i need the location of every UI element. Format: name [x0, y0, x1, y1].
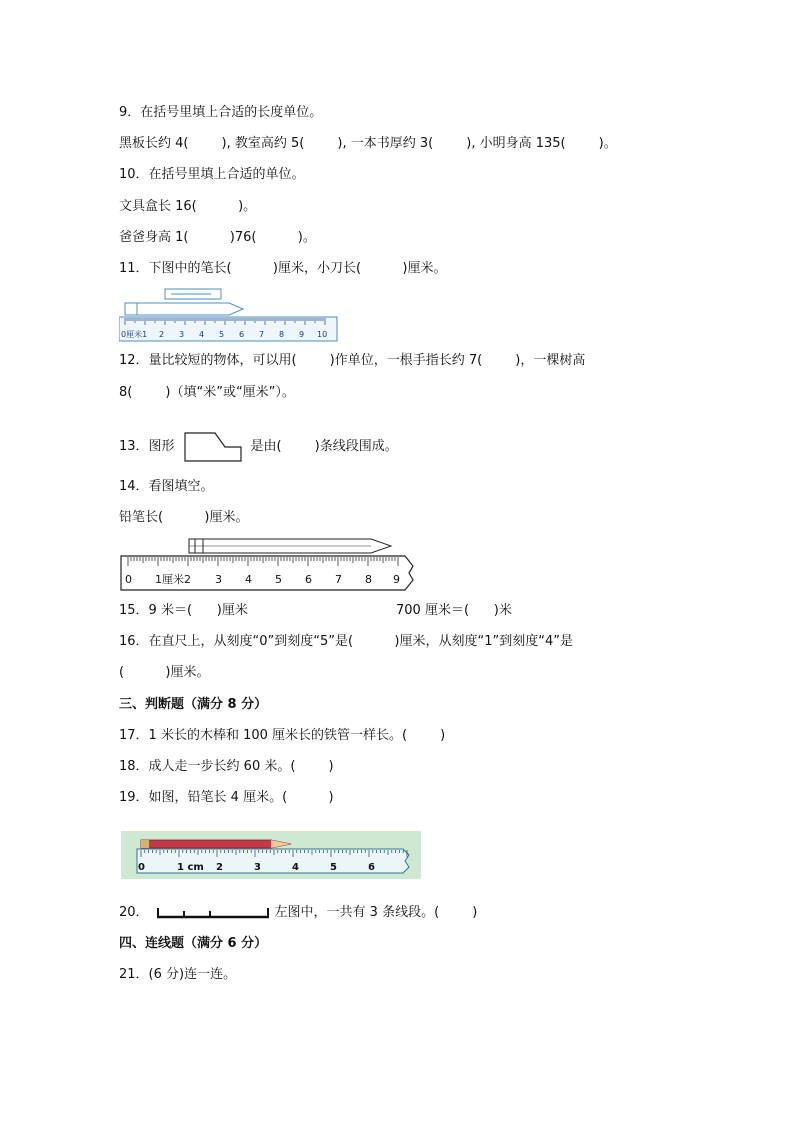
q20-row [119, 904, 477, 922]
q14-label: 0 [125, 573, 132, 586]
q11-label: 2 [159, 330, 165, 339]
q11-label: 3 [179, 330, 185, 339]
q13-suffix: 是由( )条线段围成。 [250, 439, 398, 454]
q13-shape-figure [181, 430, 245, 464]
q11-label: 5 [219, 330, 225, 339]
q14-label: 6 [305, 573, 312, 586]
q15-right: 700 厘米＝( )米 [396, 603, 512, 618]
q20-text: 左图中，一共有 3 条线段。( ) [274, 905, 478, 920]
q19-text: 19．如图，铅笔长 4 厘米。( ) [119, 790, 334, 805]
q14-label: 8 [365, 573, 372, 586]
q10-line1: 文具盒长 16( )。 [119, 199, 257, 214]
q14-label: 7 [335, 573, 342, 586]
q14-title: 14．看图填空。 [119, 479, 214, 494]
q14-line: 铅笔长( )厘米。 [119, 510, 249, 525]
q11-label: 8 [279, 330, 285, 339]
section-3-heading: 三、判断题（满分 8 分） [119, 697, 268, 712]
q13-prefix: 13．图形 [119, 439, 175, 454]
q16-line1: 16．在直尺上，从刻度“0”到刻度“5”是( )厘米，从刻度“1”到刻度“4”是 [119, 634, 573, 649]
q11-label: 6 [239, 330, 245, 339]
q17-text: 17．1 米长的木棒和 100 厘米长的铁管一样长。( ) [119, 728, 446, 743]
q18-text: 18．成人走一步长约 60 米。( ) [119, 759, 334, 774]
q11-ruler-figure [119, 287, 339, 343]
q21-text: 21．(6 分)连一连。 [119, 967, 237, 982]
q14-label: 4 [245, 573, 252, 586]
q11-label: 4 [199, 330, 205, 339]
q14-label: 9 [393, 573, 400, 586]
q14-label: 1厘米2 [155, 573, 191, 586]
q16-line2: ( )厘米。 [119, 665, 210, 680]
q20-number: 20． [119, 905, 149, 920]
q20-segment-figure [155, 906, 271, 920]
q14-label: 3 [215, 573, 222, 586]
q19-ruler-figure [121, 831, 421, 879]
q11-label: 10 [317, 330, 328, 339]
q10-line2: 爸爸身高 1( )76( )。 [119, 230, 316, 245]
q19-label: 5 [330, 862, 337, 873]
q19-label: 6 [368, 862, 375, 873]
q9-title: 9．在括号里填上合适的长度单位。 [119, 105, 323, 120]
q14-ruler-figure [119, 536, 417, 592]
q19-label: 0 [138, 862, 145, 873]
q15-left: 15．9 米＝( )厘米 [119, 603, 248, 618]
q11-label: 0厘米1 [121, 330, 148, 339]
q11-label: 9 [299, 330, 305, 339]
q12-line1: 12．量比较短的物体，可以用( )作单位，一根手指长约 7( )，一棵树高 [119, 353, 586, 368]
q13-row [119, 430, 398, 464]
q19-label: 1 cm [177, 862, 204, 873]
section-4-heading: 四、连线题（满分 6 分） [119, 936, 268, 951]
q19-label: 3 [254, 862, 261, 873]
q11-text: 11．下图中的笔长( )厘米，小刀长( )厘米。 [119, 261, 447, 276]
q14-label: 5 [275, 573, 282, 586]
q19-label: 4 [292, 862, 299, 873]
q12-line2: 8( )（填“米”或“厘米”）。 [119, 385, 295, 400]
q11-label: 7 [259, 330, 265, 339]
q9-body: 黑板长约 4( ), 教室高约 5( ), 一本书厚约 3( ), 小明身高 135( )。 [119, 136, 617, 151]
q10-title: 10．在括号里填上合适的单位。 [119, 167, 305, 182]
q19-label: 2 [216, 862, 223, 873]
